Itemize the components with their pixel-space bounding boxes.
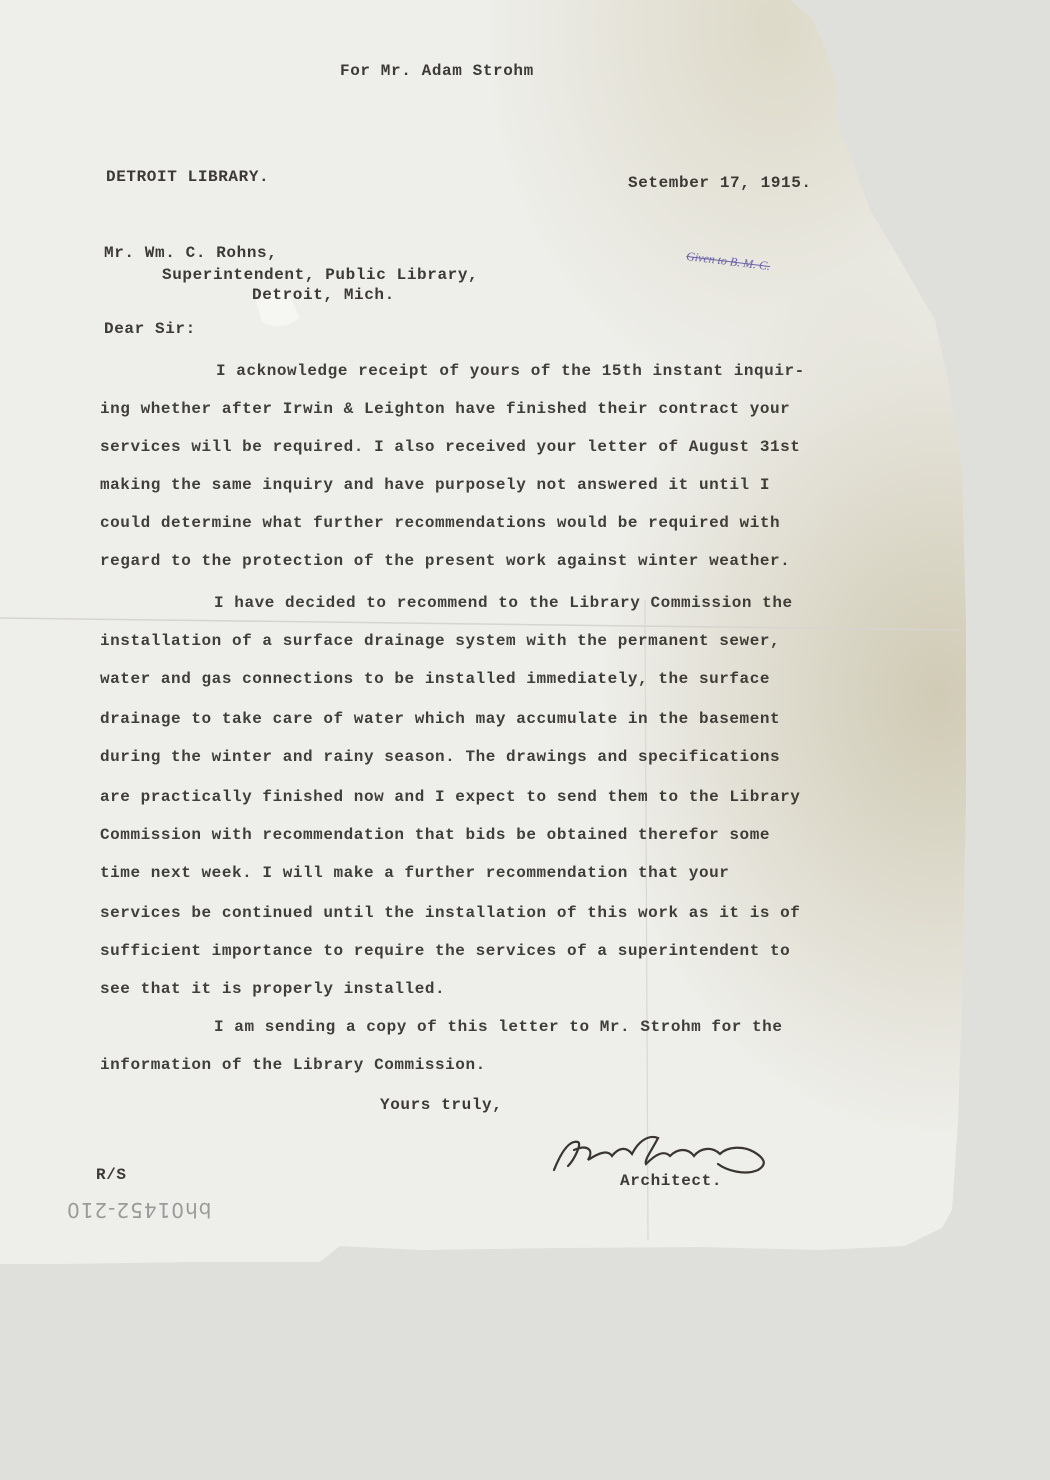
body-line: services will be required. I also received your letter of August 31st: [100, 438, 801, 456]
salutation: Dear Sir:: [104, 320, 196, 338]
body-line: I acknowledge receipt of yours of the 15th instant inquir-: [216, 362, 805, 380]
body-line: drainage to take care of water which may accumulate in the basement: [100, 710, 781, 728]
signer-title: Architect.: [620, 1172, 723, 1190]
recipient-name: Mr. Wm. C. Rohns,: [104, 244, 278, 262]
body-line: installation of a surface drainage system with the permanent sewer,: [100, 632, 781, 650]
body-line: ing whether after Irwin & Leighton have finished their contract your: [100, 400, 791, 418]
body-line: time next week. I will make a further recommendation that your: [100, 864, 730, 882]
body-line: sufficient importance to require the services of a superintendent to: [100, 942, 791, 960]
body-line: see that it is properly installed.: [100, 980, 446, 998]
letter-date: Setember 17, 1915.: [628, 174, 812, 192]
body-line: information of the Library Commission.: [100, 1056, 486, 1074]
signature-icon: [548, 1120, 788, 1180]
body-line: Commission with recommendation that bids be obtained therefor some: [100, 826, 771, 844]
body-line: services be continued until the installation of this work as it is of: [100, 904, 801, 922]
received-stamp: Given to B. M. C.: [685, 248, 771, 274]
pencil-catalog-number: bh01452-210: [66, 1198, 212, 1222]
body-line: regard to the protection of the present work against winter weather.: [100, 552, 791, 570]
letterhead: DETROIT LIBRARY.: [106, 168, 270, 186]
letter-body: [100, 360, 920, 1080]
recipient-city: Detroit, Mich.: [252, 286, 395, 304]
recipient-title: Superintendent, Public Library,: [162, 266, 479, 284]
typist-initials: R/S: [96, 1166, 127, 1184]
body-line: I have decided to recommend to the Library Commission the: [214, 594, 793, 612]
body-line: could determine what further recommendations would be required with: [100, 514, 781, 532]
closing: Yours truly,: [380, 1096, 503, 1114]
body-line: are practically finished now and I expect to send them to the Library: [100, 788, 801, 806]
body-line: during the winter and rainy season. The drawings and specifications: [100, 748, 781, 766]
body-line: making the same inquiry and have purposely not answered it until I: [100, 476, 771, 494]
body-line: I am sending a copy of this letter to Mr. Strohm for the: [214, 1018, 783, 1036]
for-line: For Mr. Adam Strohm: [340, 62, 534, 80]
body-line: water and gas connections to be installed immediately, the surface: [100, 670, 771, 688]
